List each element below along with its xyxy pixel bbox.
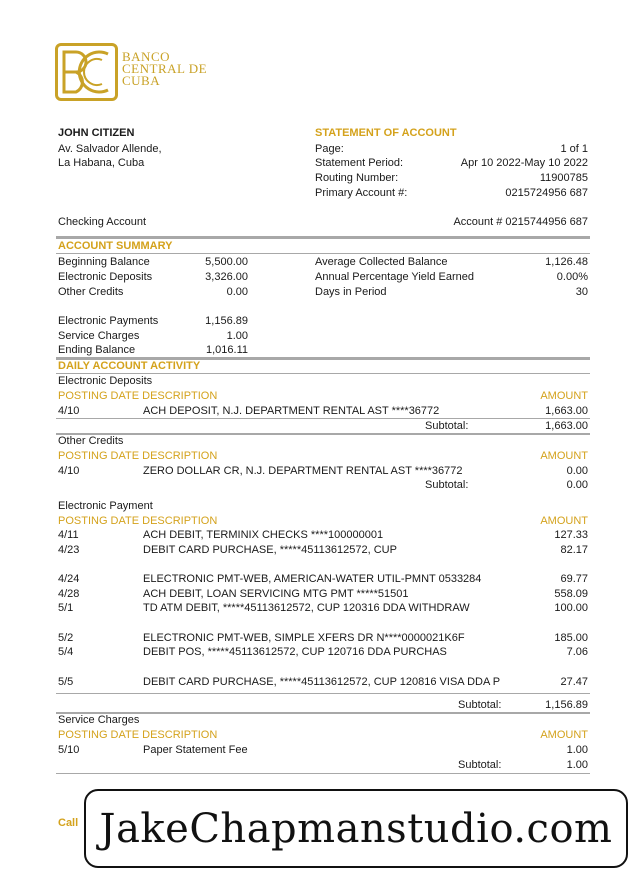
customer-address-line2: La Habana, Cuba [58, 157, 145, 169]
summary-right-label: Days in Period [315, 286, 387, 298]
column-header-amount: AMOUNT [540, 390, 588, 402]
row-description: DEBIT POS, *****45113612572, CUP 120716 DDA PURCHAS [143, 646, 447, 658]
statement-title: STATEMENT OF ACCOUNT [315, 127, 457, 139]
page-label: Page: [315, 143, 344, 155]
summary-left-value: 0.00 [226, 286, 248, 298]
row-amount: 558.09 [554, 588, 588, 600]
section-title-service: Service Charges [58, 714, 140, 726]
logo-line-2: CENTRAL DE [122, 61, 208, 76]
row-date: 5/5 [58, 676, 74, 688]
activity-heading-rule [56, 373, 590, 374]
column-header-posting: POSTING DATE DESCRIPTION [58, 390, 218, 402]
row-description: ACH DEBIT, TERMINIX CHECKS ****100000001 [143, 529, 384, 541]
summary-left-label: Other Credits [58, 286, 124, 298]
period-label: Statement Period: [315, 157, 404, 169]
summary-left2-value: 1,016.11 [205, 344, 248, 356]
bank-logo-monogram [55, 43, 118, 101]
customer-name: JOHN CITIZEN [58, 127, 135, 139]
summary-left2-value: 1,156.89 [205, 315, 248, 327]
row-amount: 185.00 [554, 632, 588, 644]
summary-top-rule [56, 236, 590, 239]
row-amount: 100.00 [554, 602, 588, 614]
summary-heading: ACCOUNT SUMMARY [58, 240, 173, 252]
row-description: DEBIT CARD PURCHASE, *****45113612572, CUP [143, 544, 397, 556]
summary-left-value: 3,326.00 [205, 271, 248, 283]
row-amount: 1,663.00 [545, 405, 588, 417]
subtotal-label: Subtotal: [425, 479, 469, 491]
row-amount: 69.77 [560, 573, 588, 585]
summary-left-value: 5,500.00 [205, 256, 248, 268]
account-type: Checking Account [58, 216, 147, 228]
subtotal-service: 1.00 [566, 759, 588, 771]
summary-left2-label: Service Charges [58, 330, 140, 342]
summary-right-label: Average Collected Balance [315, 256, 448, 268]
subtotal-label: Subtotal: [425, 420, 469, 432]
logo-line-1: BANCO [122, 49, 171, 64]
row-date: 5/1 [58, 602, 74, 614]
row-description: DEBIT CARD PURCHASE, *****45113612572, CUP 120816 VISA DDA P [143, 676, 501, 688]
column-header-amount: AMOUNT [540, 729, 588, 741]
row-date: 5/4 [58, 646, 74, 658]
footer-call-text: Call [58, 817, 79, 829]
subtotal-label: Subtotal: [458, 699, 502, 711]
row-date: 4/10 [58, 465, 80, 477]
row-date: 4/24 [58, 573, 80, 585]
row-date: 5/2 [58, 632, 74, 644]
row-rule [56, 693, 590, 694]
primary-account-value: 0215724956 687 [505, 187, 588, 199]
section-rule [56, 773, 590, 774]
summary-heading-rule [56, 253, 590, 254]
row-description: TD ATM DEBIT, *****45113612572, CUP 120316 DDA WITHDRAW [143, 602, 470, 614]
routing-value: 11900785 [539, 172, 588, 184]
summary-right-value: 1,126.48 [545, 256, 588, 268]
row-amount: 127.33 [554, 529, 588, 541]
summary-right-label: Annual Percentage Yield Earned [315, 271, 475, 283]
section-title-credits: Other Credits [58, 435, 124, 447]
row-date: 4/11 [58, 529, 79, 541]
row-description: ELECTRONIC PMT-WEB, AMERICAN-WATER UTIL-PMNT 0533284 [143, 573, 482, 585]
activity-heading: DAILY ACCOUNT ACTIVITY [58, 360, 201, 372]
row-description: ELECTRONIC PMT-WEB, SIMPLE XFERS DR N****0000021K6F [143, 632, 465, 644]
account-number: Account # 0215744956 687 [453, 216, 588, 228]
row-date: 4/10 [58, 405, 80, 417]
subtotal-credits: 0.00 [566, 479, 588, 491]
row-amount: 82.17 [560, 544, 588, 556]
logo-monogram-icon [58, 46, 115, 98]
row-description: Paper Statement Fee [143, 744, 248, 756]
watermark-text: JakeChapmanstudio.com [99, 805, 613, 852]
row-amount: 1.00 [566, 744, 588, 756]
row-amount: 0.00 [566, 465, 588, 477]
column-header-posting: POSTING DATE DESCRIPTION [58, 515, 218, 527]
logo-line-3: CUBA [122, 73, 161, 88]
page-value: 1 of 1 [560, 143, 588, 155]
row-date: 4/28 [58, 588, 80, 600]
row-date: 5/10 [58, 744, 80, 756]
routing-label: Routing Number: [315, 172, 399, 184]
bank-logo-wordmark [122, 51, 207, 87]
summary-left2-label: Electronic Payments [58, 315, 159, 327]
column-header-amount: AMOUNT [540, 515, 588, 527]
subtotal-label: Subtotal: [458, 759, 502, 771]
row-description: ACH DEPOSIT, N.J. DEPARTMENT RENTAL AST ****36772 [143, 405, 440, 417]
watermark-banner [84, 789, 628, 868]
summary-right-value: 0.00% [556, 271, 588, 283]
primary-account-label: Primary Account #: [315, 187, 408, 199]
row-amount: 27.47 [560, 676, 588, 688]
summary-left-label: Electronic Deposits [58, 271, 153, 283]
column-header-posting: POSTING DATE DESCRIPTION [58, 729, 218, 741]
summary-left2-label: Ending Balance [58, 344, 136, 356]
summary-left-label: Beginning Balance [58, 256, 150, 268]
section-title-deposits: Electronic Deposits [58, 375, 153, 387]
section-rule [56, 433, 590, 435]
column-header-amount: AMOUNT [540, 450, 588, 462]
row-amount: 7.06 [566, 646, 588, 658]
customer-address-line1: Av. Salvador Allende, [58, 143, 162, 155]
summary-right-value: 30 [575, 286, 588, 298]
summary-left2-value: 1.00 [226, 330, 248, 342]
section-title-payments: Electronic Payment [58, 500, 153, 512]
row-date: 4/23 [58, 544, 80, 556]
row-description: ZERO DOLLAR CR, N.J. DEPARTMENT RENTAL AST ****36772 [143, 465, 463, 477]
row-description: ACH DEBIT, LOAN SERVICING MTG PMT *****51501 [143, 588, 409, 600]
column-header-posting: POSTING DATE DESCRIPTION [58, 450, 218, 462]
subtotal-payments: 1,156.89 [545, 699, 588, 711]
row-rule [56, 418, 590, 419]
subtotal-deposits: 1,663.00 [545, 420, 588, 432]
period-value: Apr 10 2022-May 10 2022 [460, 157, 588, 169]
